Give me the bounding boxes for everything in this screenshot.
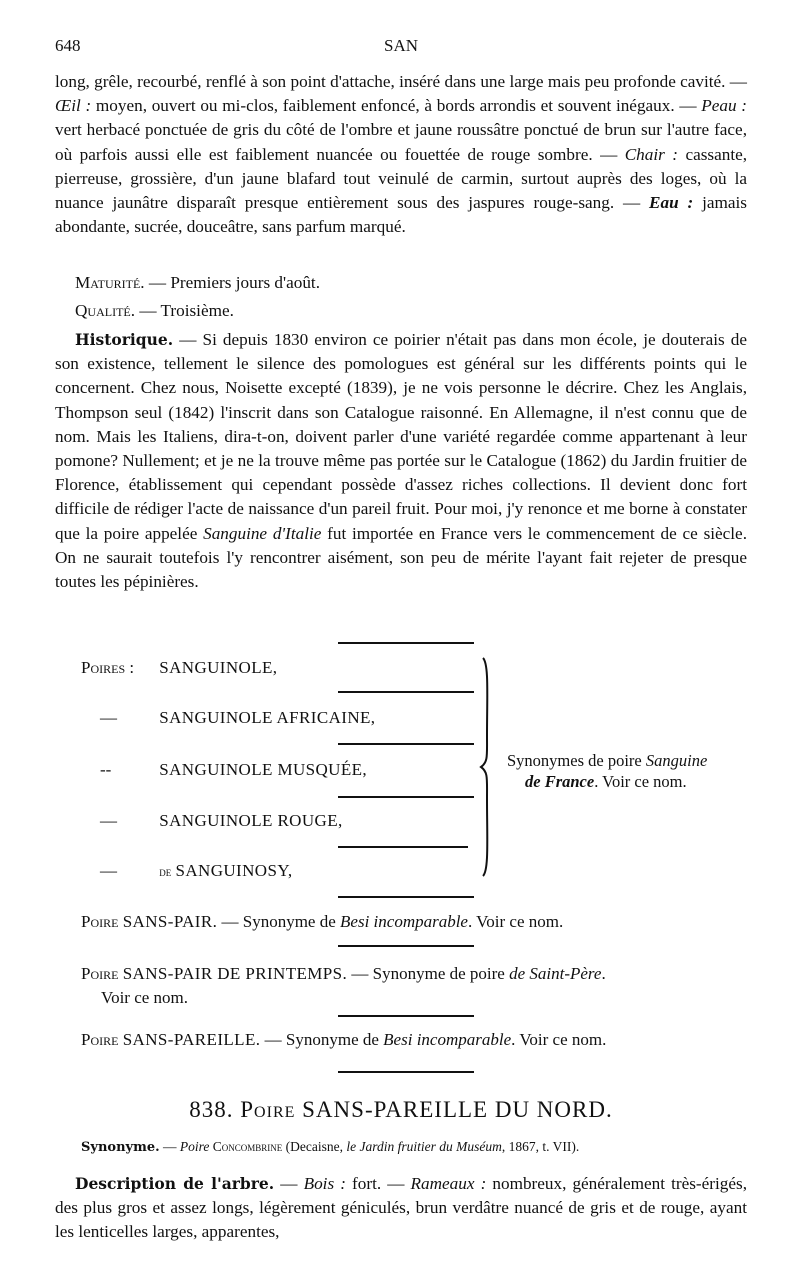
maturite-label: Maturité. — [75, 273, 145, 292]
entry-prefix: Poire — [81, 1030, 119, 1049]
cross-reference-entry — [81, 1028, 747, 1052]
separator-line — [338, 691, 474, 693]
separator-line — [338, 846, 468, 848]
entry-tail: . Voir ce nom. — [467, 912, 564, 931]
historique-paragraph — [55, 328, 747, 594]
separator-line — [338, 796, 474, 798]
note-line-2 — [507, 771, 707, 792]
bois-label: Bois : — [303, 1174, 346, 1193]
entry-prefix: Poire — [81, 964, 119, 983]
synonym-name: SANGUINOLE AFRICAINE, — [159, 708, 376, 727]
tree-description-paragraph — [55, 1172, 747, 1245]
entry-italic-ref: Besi incomparable — [340, 912, 468, 931]
synonym-name: SANGUINOLE, — [159, 658, 278, 677]
eau-label: Eau : — [649, 193, 694, 213]
historique-text-1: — Si depuis 1830 environ ce poirier n'était pas dans mon école, je douterais de son existence, tellement le silence des pomologues est général sur les différents points qui le concernent. Chez nous, Noisette excepté (1839), je ne vois personne le décrire. Chez les Anglais, Thompson seul (1842) l'inscrit dans son Catalogue raisonné. En Allemagne, il n'est connu que de nom. Mais les Italiens, dira-t-on, doivent parler d'une variété regardée comme appartenant à leur pomone? Nullement; et je ne la trouve même pas portée sur le Catalogue (1862) du Jardin fruitier de Florence, établissement qui cependant possède d'assez riches collections. Il devient donc fort difficile de rédiger l'acte de naissance d'un pareil fruit. Pour moi, j'y renonce et me borne à constater que la poire appelée — [55, 330, 747, 543]
maturite-text: — Premiers jours d'août. — [144, 273, 321, 292]
synonyme-paren: (Decaisne, — [282, 1139, 347, 1154]
synonym-prefix: — — [100, 708, 117, 727]
note-text: Synonymes de poire — [507, 751, 646, 770]
tree-description-label: Description de l'arbre. — [75, 1174, 275, 1193]
separator-line — [338, 1015, 474, 1017]
entry-text: — Synonyme de poire — [347, 964, 510, 983]
separator-line — [338, 642, 474, 644]
synonym-prefix: Poires : — [81, 658, 135, 677]
bois-text: fort. — — [345, 1174, 411, 1193]
maturite-line — [55, 271, 747, 295]
tree-description-dash: — — [274, 1174, 304, 1193]
fruit-description-continued — [55, 70, 747, 239]
synonyme-label: Synonyme. — [81, 1140, 160, 1155]
separator-line — [338, 743, 474, 745]
synonym-row — [100, 760, 367, 780]
entry-prefix: Poire — [81, 912, 119, 931]
synonym-row — [100, 861, 292, 881]
synonyme-tail: , 1867, t. VII). — [501, 1139, 580, 1154]
section-number: 838. — [189, 1097, 234, 1122]
peau-text: vert herbacé ponctuée de gris du côté de l'ombre et jaune roussâtre ponctué de brun sur l'autre face, où parfois aussi elle est faiblement nuancée ou fouettée de rouge sombre. — — [55, 120, 747, 164]
rameaux-label: Rameaux : — [410, 1174, 487, 1193]
synonym-row — [100, 811, 343, 831]
cross-reference-entry — [81, 962, 747, 1010]
synonyme-work: le Jardin fruitier du Muséum — [346, 1139, 502, 1154]
note-tail: . Voir ce nom. — [594, 772, 687, 791]
eau-text: jamais abondante, sucrée, douceâtre, sans parfum marqué. — [55, 193, 747, 237]
cross-reference-entry — [81, 910, 747, 934]
section-heading — [55, 1097, 747, 1123]
synonym-row — [100, 708, 375, 728]
synonyme-name: Concombrine — [212, 1139, 283, 1154]
synonyme-poire: Poire — [179, 1139, 210, 1154]
synonyme-dash: — — [159, 1139, 180, 1154]
oeil-label: Œil : — [55, 96, 92, 116]
entry-name: SANS-PAIR DE PRINTEMPS. — [122, 964, 348, 983]
synonym-name: SANGUINOLE MUSQUÉE, — [159, 760, 368, 779]
entry-continuation: Voir ce nom. — [101, 988, 189, 1007]
page-number: 648 — [55, 36, 81, 55]
synonym-prefix: -- — [100, 760, 112, 779]
historique-text-2: fut importée en France vers le commencement de ce siècle. On ne saurait toutefois l'y rencontrer aisément, son peu de mérite l'ayant fait rejeter de presque toutes les pépinières. — [55, 523, 747, 592]
oeil-text: moyen, ouvert ou mi-clos, faiblement enfoncé, à bords arrondis et souvent inégaux. — — [91, 96, 702, 116]
section-prefix: Poire — [240, 1097, 296, 1122]
note-italic-de-france: de France — [525, 772, 595, 791]
running-head — [55, 36, 747, 60]
synonym-prefix: — — [100, 861, 117, 880]
entry-text: — Synonyme de — [260, 1030, 384, 1049]
separator-line — [338, 945, 474, 947]
synonym-name: SANGUINOSY, — [175, 861, 293, 880]
entry-name: SANS-PAREILLE. — [122, 1030, 261, 1049]
sanguine-italie-name: Sanguine d'Italie — [203, 523, 322, 543]
chair-label: Chair : — [624, 144, 679, 164]
historique-section — [55, 328, 747, 594]
synonym-group-note — [507, 750, 707, 792]
synonym-particle: de — [159, 864, 172, 879]
note-line-1 — [507, 750, 707, 771]
synonyme-line — [81, 1139, 579, 1155]
rameaux-text: nombreux, généralement très-érigés, des plus gros et assez longs, légèrement géniculés, brun verdâtre nuancé de gris et de rouge, ayant les lenticelles larges, apparentes, — [55, 1174, 747, 1242]
chair-text: cassante, pierreuse, grossière, d'un jaune blafard tout veinulé de carmin, surtout auprès des loges, où la nuance jaunâtre disparaît presque entièrement sous des jaspures rouge-sang. — — [55, 144, 748, 213]
fruit-description-paragraph — [55, 70, 747, 239]
entry-italic-ref: de Saint-Père — [509, 964, 602, 983]
entry-tail: . — [601, 964, 606, 983]
separator-line — [338, 896, 474, 898]
synonym-name: SANGUINOLE ROUGE, — [159, 811, 343, 830]
historique-label: Historique. — [75, 330, 174, 349]
section-title: SANS-PAREILLE DU NORD. — [302, 1097, 613, 1122]
tree-description — [55, 1172, 747, 1245]
entry-name: SANS-PAIR. — [122, 912, 218, 931]
curly-brace-icon — [479, 656, 495, 878]
separator-line — [338, 1071, 474, 1073]
qualite-line — [55, 299, 747, 323]
qualite-label: Qualité. — [75, 301, 136, 320]
maturite-paragraph — [55, 271, 747, 295]
qualite-paragraph — [55, 299, 747, 323]
entry-text: — Synonyme de — [217, 912, 341, 931]
entry-italic-ref: Besi incomparable — [383, 1030, 512, 1049]
entry-tail: . Voir ce nom. — [511, 1030, 607, 1049]
synonym-row — [81, 658, 277, 678]
running-title: SAN — [383, 36, 418, 55]
note-italic-sanguine: Sanguine — [645, 751, 708, 770]
synonym-prefix: — — [100, 811, 117, 830]
peau-label: Peau : — [701, 96, 748, 116]
pedicel-text: long, grêle, recourbé, renflé à son point d'attache, inséré dans une large mais peu profonde cavité. — — [55, 72, 747, 91]
qualite-text: — Troisième. — [135, 301, 234, 320]
